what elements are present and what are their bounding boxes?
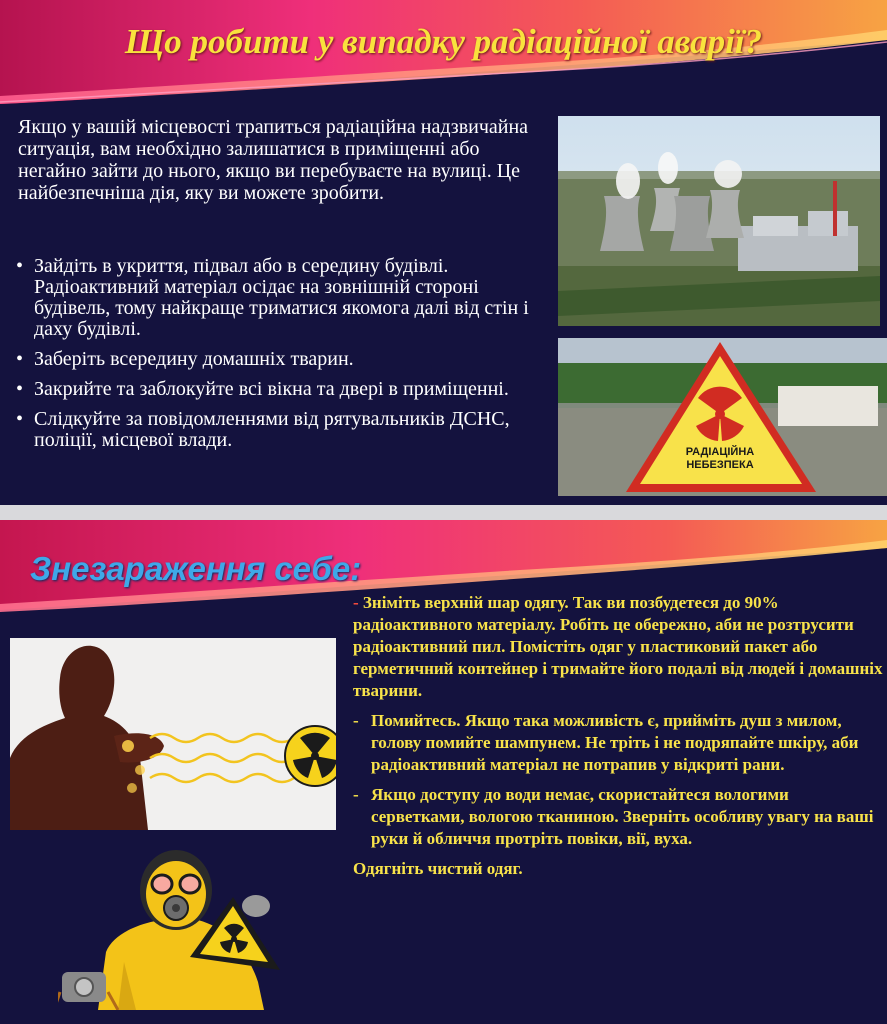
exposure-illustration bbox=[10, 638, 336, 830]
hazmat-worker-illustration bbox=[58, 842, 308, 1010]
list-item: • Слідкуйте за повідомленнями від рятувальників ДСНС, поліції, місцевої влади. bbox=[14, 409, 549, 451]
action-list bbox=[14, 256, 549, 460]
radiation-sign-photo bbox=[558, 338, 887, 496]
list-item: • Закрийте та заблокуйте всі вікна та двері в приміщенні. bbox=[14, 379, 549, 400]
nuclear-plant-photo bbox=[558, 116, 880, 326]
intro-paragraph: Якщо у вашій місцевості трапиться радіаційна надзвичайна ситуація, вам необхідно залишатися в приміщенні або негайно зайти до нього, якщо ви перебуваєте на вулиці. Це найбезпечніша дія, яку ви можете зробити. bbox=[18, 116, 529, 204]
sign-label-line2: НЕБЕЗПЕКА bbox=[686, 459, 754, 471]
final-instruction: Одягніть чистий одяг. bbox=[353, 859, 523, 878]
dash-marker: - bbox=[353, 785, 359, 804]
dash-marker: - bbox=[353, 593, 363, 612]
first-instruction bbox=[353, 592, 883, 702]
list-item bbox=[353, 784, 883, 850]
instruction-text: Помийтесь. Якщо така можливість є, прийміть душ з милом, голову помийте шампунем. Не тріть і не подряпайте шкіру, аби радіоактивний матеріал не потрапив у відкриті рани. bbox=[371, 711, 859, 774]
list-item: • Зайдіть в укриття, підвал або в середину будівлі. Радіоактивний матеріал осідає на зовнішній стороні будівель, тому найкраще триматися якомога далі від стін і даху будівлі. bbox=[14, 256, 549, 340]
dash-marker: - bbox=[353, 711, 359, 730]
decontamination-instructions bbox=[353, 592, 883, 880]
instruction-text: Зніміть верхній шар одягу. Так ви позбудетеся до 90% радіоактивного матеріалу. Робіть це обережно, аби не розтрусити радіоактивний пил. Помістіть одяг у пластиковий пакет або герметичний контейнер і тримайте його подалі від людей і домашніх тварини. bbox=[353, 593, 883, 700]
instruction-text: Якщо доступу до води немає, скористайтеся вологими серветками, вологою тканиною. Зверніть особливу увагу на ваші руки й обличчя протріть повіки, вії, вуха. bbox=[371, 785, 874, 848]
list-item: • Заберіть всередину домашніх тварин. bbox=[14, 349, 549, 370]
slide-self-decontamination bbox=[0, 520, 887, 1024]
sign-label-line1: РАДІАЦІЙНА bbox=[685, 446, 755, 458]
slide-title: Знезараження себе: bbox=[30, 550, 362, 587]
slide-radiation-accident bbox=[0, 0, 887, 505]
slide-title: Що робити у випадку радіаційної аварії? bbox=[124, 22, 763, 61]
list-item bbox=[353, 710, 883, 776]
